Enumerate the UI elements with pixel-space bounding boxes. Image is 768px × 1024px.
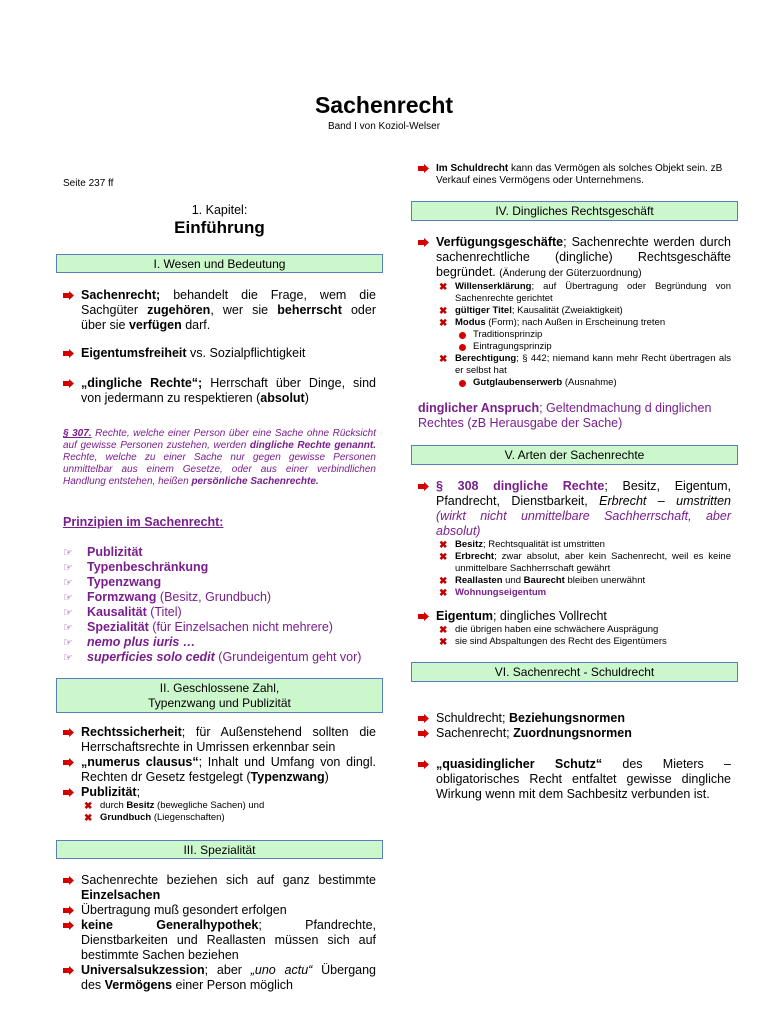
spezialitaet-block: Sachenrechte beziehen sich auf ganz bestimmte Einzelsachen Übertragung muß gesondert erfolgen keine Generalhypothek; Pfandrechte, Dienstbarkeiten und Reallasten müssen sich auf bestimmte Sachen beziehen Universalsukzession; aber „uno actu“ Übergang des Vermögens einer Person möglich <box>63 873 376 993</box>
sub-item: ✖ gültiger Titel; Kausalität (Zweiaktigkeit) <box>439 305 623 317</box>
principles-list <box>63 545 383 665</box>
round-bullet-icon <box>459 344 466 351</box>
pointing-hand-icon: ☞ <box>63 562 73 574</box>
arrow-bullet-icon <box>418 164 429 173</box>
principle-item: ☞ Formzwang (Besitz, Grundbuch) <box>63 590 272 604</box>
x-mark-icon: ✖ <box>439 576 448 587</box>
arrow-bullet-icon <box>63 291 74 300</box>
principle-item: ☞ Kausalität (Titel) <box>63 605 182 619</box>
pointing-hand-icon: ☞ <box>63 547 73 559</box>
sub-sub-item: Eintragungsprinzip <box>418 341 731 353</box>
x-mark-icon: ✖ <box>84 813 93 824</box>
section-box-wesen: I. Wesen und Bedeutung <box>56 254 383 273</box>
sub-item: ✖ Modus (Form); nach Außen in Erscheinung treten <box>439 317 666 329</box>
pointing-hand-icon: ☞ <box>63 577 73 589</box>
arrow-bullet-icon <box>418 729 429 738</box>
pointing-hand-icon: ☞ <box>63 622 73 634</box>
pointing-hand-icon: ☞ <box>63 607 73 619</box>
x-mark-icon: ✖ <box>439 588 448 599</box>
x-mark-icon: ✖ <box>439 306 448 317</box>
sub-item: ✖ die übrigen haben eine schwächere Ausprägung <box>439 624 659 636</box>
sub-item: ✖ durch Besitz (bewegliche Sachen) und <box>84 800 265 812</box>
x-mark-icon: ✖ <box>439 552 448 563</box>
arrow-bullet-icon <box>418 612 429 621</box>
arrow-bullet-icon <box>418 760 429 769</box>
chapter-title: Einführung <box>174 218 265 237</box>
rechtssicherheit-block: Rechtssicherheit; für Außenstehend sollten die Herrschaftsrechte in Umrissen erkennbar sein „numerus clausus“; Inhalt und Umfang von dingl. Rechten dr Gesetz festgelegt (Typenzwang) Publizität; ✖ durch Besitz (bewegliche Sachen) und ✖ Grundbuch (Liegenschaften) <box>63 725 376 824</box>
section-box-sachenrecht-schuldrecht: VI. Sachenrecht - Schuldrecht <box>411 662 738 682</box>
sub-sub-item: Gutglaubenserwerb (Ausnahme) <box>418 377 731 389</box>
arrow-bullet-icon <box>63 788 74 797</box>
x-mark-icon: ✖ <box>439 637 448 648</box>
arrow-bullet-icon <box>418 714 429 723</box>
sub-item: ✖ sie sind Abspaltungen des Recht des Eigentümers <box>439 636 667 648</box>
section-box-dingliches-rechtsgeschaeft: IV. Dingliches Rechtsgeschäft <box>411 201 738 221</box>
arrow-bullet-icon <box>63 349 74 358</box>
arrow-bullet-icon <box>63 728 74 737</box>
sub-item: ✖ Besitz; Rechtsqualität ist umstritten <box>439 539 605 551</box>
principle-item: ☞ nemo plus iuris … <box>63 635 196 649</box>
sub-item: ✖ Willenserklärung; auf Übertragung oder Begründung von Sachenrechte gerichtet <box>439 281 731 304</box>
x-mark-icon: ✖ <box>439 282 448 293</box>
pointing-hand-icon: ☞ <box>63 652 73 664</box>
x-mark-icon: ✖ <box>439 354 448 365</box>
section-box-geschlossene-zahl: II. Geschlossene Zahl, Typenzwang und Publizität <box>56 678 383 713</box>
arrow-bullet-icon <box>63 966 74 975</box>
schuldrecht-note: Im Schuldrecht kann das Vermögen als solches Objekt sein. zB Verkauf eines Vermögens oder Unternehmens. <box>418 163 733 187</box>
sub-sub-item: Traditionsprinzip <box>418 329 731 341</box>
x-mark-icon: ✖ <box>439 318 448 329</box>
section-box-arten-der-sachenrechte: V. Arten der Sachenrechte <box>411 445 738 465</box>
arten-block: § 308 dingliche Rechte; Besitz, Eigentum, Pfandrecht, Dienstbarkeit, Erbrecht – umstritten (wirkt nicht unmittelbare Sachherrschaft, aber absolut) ✖ Besitz; Rechtsqualität ist umstritten ✖ Erbrecht; zwar absolut, aber kein Sachenrecht, weil es keine unmittelbare Sachherrschaft gewährt ✖ Reallasten und Baurecht bleiben unerwähnt ✖ Wohnungseigentum Eigentum; dingliches Vollrecht ✖ die übrigen haben eine schwächere Ausprägung ✖ sie sind Abspaltungen des Recht des Eigentümers <box>418 479 731 648</box>
principle-item: ☞ Publizität <box>63 545 143 559</box>
document-title: Sachenrecht <box>314 92 454 118</box>
arrow-bullet-icon <box>63 906 74 915</box>
pointing-hand-icon: ☞ <box>63 592 73 604</box>
x-mark-icon: ✖ <box>439 625 448 636</box>
principles-heading: Prinzipien im Sachenrecht: <box>63 515 224 529</box>
principle-item: ☞ superficies solo cedit (Grundeigentum geht vor) <box>63 650 362 664</box>
bullet-eigentumsfreiheit: Eigentumsfreiheit vs. Sozialpflichtigkeit <box>63 346 376 361</box>
document-subtitle: Band I von Koziol-Welser <box>327 121 441 132</box>
round-bullet-icon <box>459 380 466 387</box>
x-mark-icon: ✖ <box>84 801 93 812</box>
sub-item: ✖ Grundbuch (Liegenschaften) <box>84 812 225 824</box>
pointing-hand-icon: ☞ <box>63 637 73 649</box>
section-box-spezialitaet: III. Spezialität <box>56 840 383 859</box>
arrow-bullet-icon <box>63 758 74 767</box>
chapter-label: 1. Kapitel: <box>191 203 248 217</box>
page-reference: Seite 237 ff <box>63 178 114 189</box>
principle-item: ☞ Typenzwang <box>63 575 162 589</box>
schuldrecht-block: Schuldrecht; Beziehungsnormen Sachenrecht; Zuordnungsnormen „quasidinglicher Schutz“ des Mieters – obligatorisches Recht entfaltet gewisse dingliche Wirkung wenn mit dem Sachbesitz verbunden ist. <box>418 711 731 802</box>
principle-item: ☞ Spezialität (für Einzelsachen nicht mehrere) <box>63 620 333 634</box>
sub-item: ✖ Reallasten und Baurecht bleiben unerwähnt <box>439 575 646 587</box>
arrow-bullet-icon <box>63 876 74 885</box>
arrow-bullet-icon <box>63 379 74 388</box>
bullet-dingliche-rechte: „dingliche Rechte“; Herrschaft über Dinge, sind von jedermann zu respektieren (absolut) <box>63 376 376 406</box>
arrow-bullet-icon <box>418 238 429 247</box>
bullet-sachenrecht: Sachenrecht; behandelt die Frage, wem die Sachgüter zugehören, wer sie beherrscht oder über sie verfügen darf. <box>63 288 376 333</box>
round-bullet-icon <box>459 332 466 339</box>
arrow-bullet-icon <box>418 482 429 491</box>
arrow-bullet-icon <box>63 921 74 930</box>
sub-item: ✖ Berechtigung; § 442; niemand kann mehr Recht übertragen als er selbst hat <box>439 353 731 376</box>
principle-item: ☞ Typenbeschränkung <box>63 560 209 574</box>
sub-item: ✖ Wohnungseigentum <box>439 587 547 599</box>
verfuegungsgeschaefte-block: Verfügungsgeschäfte; Sachenrechte werden durch sachenrechtliche (dingliche) Rechtsgeschäfte begründet. (Änderung der Güterzuordnung) ✖ Willenserklärung; auf Übertragung oder Begründung von Sachenrechte gerichtet ✖ gültiger Titel; Kausalität (Zweiaktigkeit) ✖ Modus (Form); nach Außen in Erscheinung treten Traditionsprinzip Eintragungsprinzip ✖ Berechtigung; § 442; niemand kann mehr Recht übertragen als er selbst hat Gutglaubenserwerb (Ausnahme) <box>418 235 731 389</box>
paragraph-307: § 307. Rechte, welche einer Person über eine Sache ohne Rücksicht auf gewisse Personen zustehen, werden dingliche Rechte genannt. Rechte, welche zu einer Sache nur gegen gewisse Personen unmittelbar aus einem Gesetze, oder aus einer verbindlichen Handlung entstehen, heißen persönliche Sachenrechte. <box>63 428 376 487</box>
sub-item: ✖ Erbrecht; zwar absolut, aber kein Sachenrecht, weil es keine unmittelbare Sachherrschaft gewährt <box>439 551 731 574</box>
dinglicher-anspruch: dinglicher Anspruch; Geltendmachung d dinglichen Rechtes (zB Herausgabe der Sache) <box>418 401 712 430</box>
x-mark-icon: ✖ <box>439 540 448 551</box>
